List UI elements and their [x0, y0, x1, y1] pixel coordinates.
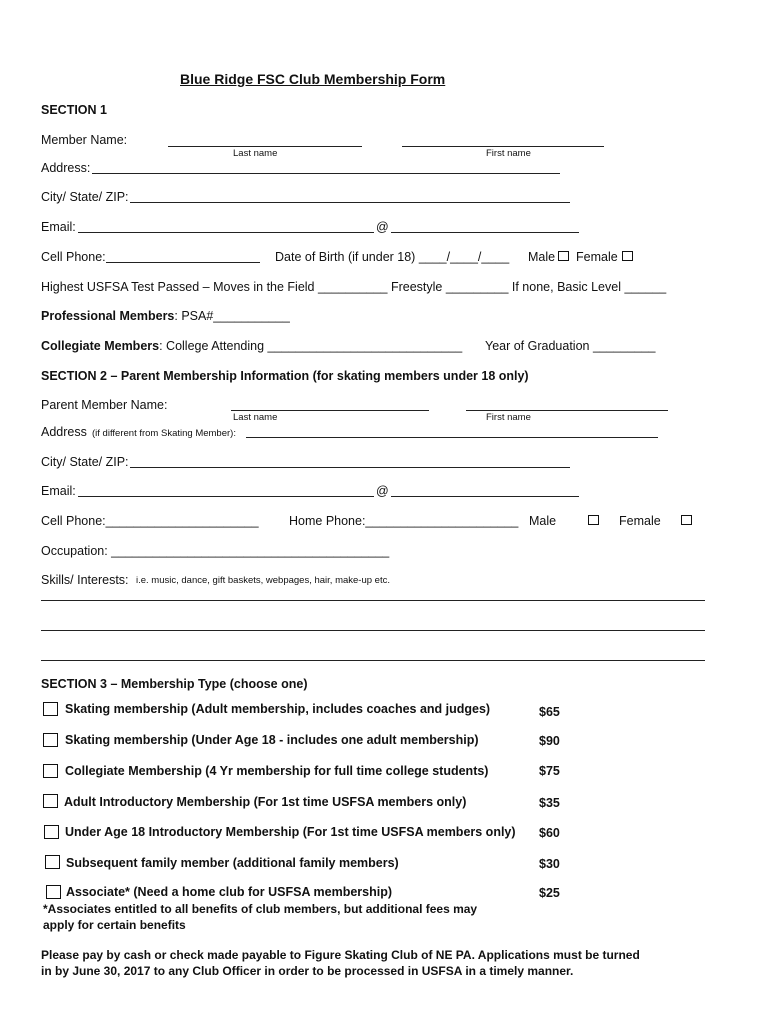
membership-option-label: Under Age 18 Introductory Membership (For 1st time USFSA members only): [65, 825, 516, 839]
email-label: Email:: [41, 220, 76, 234]
parent-email-label: Email:: [41, 484, 76, 498]
city-state-zip-label: City/ State/ ZIP:: [41, 190, 129, 204]
parent-last-name-caption: Last name: [233, 412, 278, 423]
last-name-caption: Last name: [233, 148, 278, 159]
college-attending-field[interactable]: : College Attending ____________________________: [159, 339, 463, 353]
cell-phone-field[interactable]: [106, 262, 260, 263]
payment-note-line-1: Please pay by cash or check made payable to Figure Skating Club of NE PA. Applications must be turned: [41, 948, 640, 962]
parent-email-at-sign: @: [376, 484, 389, 498]
membership-option-label: Adult Introductory Membership (For 1st time USFSA members only): [64, 795, 467, 809]
parent-email-user-field[interactable]: [78, 496, 374, 497]
membership-option-price: $60: [539, 826, 560, 840]
test-passed-line[interactable]: Highest USFSA Test Passed – Moves in the Field __________ Freestyle _________ If none, Basic Level ______: [41, 280, 667, 294]
skills-interests-label: Skills/ Interests:: [41, 573, 129, 587]
skills-line-3[interactable]: [41, 660, 705, 661]
address-field[interactable]: [92, 173, 560, 174]
date-of-birth-field[interactable]: Date of Birth (if under 18) ____/____/____: [275, 250, 510, 264]
payment-note-line-2: in by June 30, 2017 to any Club Officer in order to be processed in USFSA in a timely manner.: [41, 964, 574, 978]
parent-city-field[interactable]: [130, 467, 570, 468]
membership-option-price: $35: [539, 796, 560, 810]
section1-heading: SECTION 1: [41, 103, 107, 117]
parent-email-domain-field[interactable]: [391, 496, 579, 497]
collegiate-members-label: Collegiate Members: [41, 339, 160, 353]
parent-first-name-caption: First name: [486, 412, 531, 423]
membership-option-price: $75: [539, 764, 560, 778]
member-last-name-field[interactable]: [168, 146, 362, 147]
email-at-sign: @: [376, 220, 389, 234]
membership-option-label: Subsequent family member (additional family members): [66, 856, 399, 870]
parent-address-note: (if different from Skating Member):: [92, 428, 236, 439]
membership-option-label: Skating membership (Under Age 18 - includes one adult membership): [65, 733, 479, 747]
member-first-name-field[interactable]: [402, 146, 604, 147]
address-label: Address:: [41, 161, 91, 175]
psa-number-field[interactable]: : PSA#___________: [174, 309, 290, 323]
option-checkbox[interactable]: [44, 825, 59, 839]
male-checkbox[interactable]: [558, 251, 569, 261]
membership-option-price: $30: [539, 857, 560, 871]
email-domain-field[interactable]: [391, 232, 579, 233]
option-checkbox[interactable]: [43, 702, 58, 716]
parent-cell-phone-field[interactable]: Cell Phone:______________________: [41, 514, 259, 528]
professional-members-label: Professional Members: [41, 309, 175, 323]
email-user-field[interactable]: [78, 232, 374, 233]
option-checkbox[interactable]: [46, 885, 61, 899]
professional-members-line[interactable]: [41, 310, 290, 323]
option-checkbox[interactable]: [43, 733, 58, 747]
occupation-field[interactable]: Occupation: ________________________________________: [41, 544, 390, 558]
female-checkbox[interactable]: [622, 251, 633, 261]
parent-home-phone-field[interactable]: Home Phone:______________________: [289, 514, 519, 528]
parent-male-label: Male: [529, 514, 557, 528]
skills-interests-note: i.e. music, dance, gift baskets, webpages, hair, make-up etc.: [136, 575, 390, 586]
option-checkbox[interactable]: [43, 794, 58, 808]
membership-option-price: $65: [539, 705, 560, 719]
parent-name-label: Parent Member Name:: [41, 398, 168, 412]
parent-last-name-field[interactable]: [231, 410, 429, 411]
associate-footnote-line-2: apply for certain benefits: [43, 918, 186, 932]
parent-address-field[interactable]: [246, 437, 658, 438]
cell-phone-label: Cell Phone:: [41, 250, 106, 264]
collegiate-members-line[interactable]: [41, 340, 462, 353]
membership-option-label: Associate* (Need a home club for USFSA membership): [66, 885, 393, 899]
parent-male-checkbox[interactable]: [588, 515, 599, 525]
option-checkbox[interactable]: [45, 855, 60, 869]
parent-city-label: City/ State/ ZIP:: [41, 455, 129, 469]
parent-first-name-field[interactable]: [466, 410, 668, 411]
male-label: Male: [528, 250, 556, 264]
skills-line-2[interactable]: [41, 630, 705, 631]
parent-address-label: Address: [41, 425, 87, 439]
member-name-label: Member Name:: [41, 133, 128, 147]
form-title: Blue Ridge FSC Club Membership Form: [180, 71, 446, 87]
first-name-caption: First name: [486, 148, 531, 159]
associate-footnote-line-1: *Associates entitled to all benefits of club members, but additional fees may: [43, 902, 478, 916]
city-state-zip-field[interactable]: [130, 202, 570, 203]
section2-heading: SECTION 2 – Parent Membership Information (for skating members under 18 only): [41, 369, 529, 383]
membership-option-price: $25: [539, 886, 560, 900]
membership-option-label: Collegiate Membership (4 Yr membership for full time college students): [65, 764, 489, 778]
skills-line-1[interactable]: [41, 600, 705, 601]
parent-female-label: Female: [619, 514, 661, 528]
year-of-graduation-field[interactable]: Year of Graduation _________: [485, 339, 656, 353]
membership-option-label: Skating membership (Adult membership, includes coaches and judges): [65, 702, 491, 716]
option-checkbox[interactable]: [43, 764, 58, 778]
female-label: Female: [576, 250, 618, 264]
parent-female-checkbox[interactable]: [681, 515, 692, 525]
section3-heading: SECTION 3 – Membership Type (choose one): [41, 677, 308, 691]
membership-option-price: $90: [539, 734, 560, 748]
